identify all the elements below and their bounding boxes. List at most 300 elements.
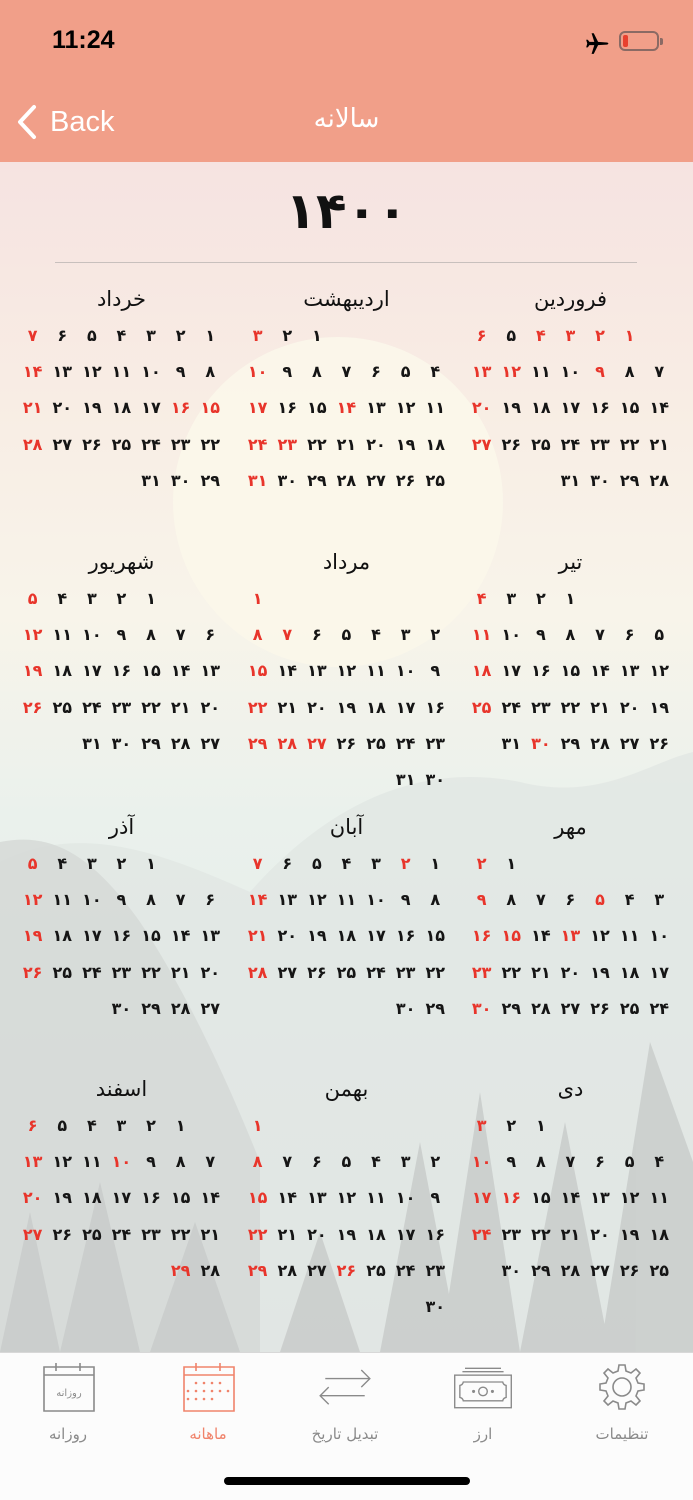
day-cell[interactable]: ۱۳ [277,890,297,910]
day-cell[interactable]: ۲۳ [425,733,445,753]
day-cell[interactable]: ۱۸ [425,434,445,454]
day-cell[interactable]: ۱۸ [52,661,72,681]
day-cell[interactable]: ۲۶ [336,733,357,753]
holiday-day-cell[interactable]: ۳ [565,326,576,345]
holiday-day-cell[interactable]: ۱۲ [22,890,43,910]
day-cell[interactable]: ۶ [205,625,216,645]
holiday-day-cell[interactable]: ۱۹ [22,926,43,946]
day-cell[interactable]: ۱۱ [366,1188,386,1208]
tab-currency[interactable] [423,1361,543,1443]
day-cell[interactable]: ۲۲ [560,697,581,717]
day-cell[interactable]: ۱۶ [277,398,297,418]
day-cell[interactable]: ۳۰ [111,998,132,1018]
day-cell[interactable]: ۴ [624,890,635,910]
day-cell[interactable]: ۵ [341,1152,352,1172]
day-cell[interactable]: ۲۲ [619,434,640,454]
day-cell[interactable]: ۸ [175,1152,186,1172]
day-cell[interactable]: ۱۸ [336,926,357,946]
day-cell[interactable]: ۶ [205,890,216,910]
day-cell[interactable]: ۲۳ [425,1260,445,1280]
day-cell[interactable]: ۱۰ [395,1188,416,1208]
day-cell[interactable]: ۳ [146,326,156,345]
day-cell[interactable]: ۱۴ [560,1188,581,1208]
day-cell[interactable]: ۱۲ [649,661,669,681]
day-cell[interactable]: ۱۸ [531,398,551,418]
day-cell[interactable]: ۲۰ [619,697,640,717]
day-cell[interactable]: ۲۵ [111,434,132,454]
day-cell[interactable]: ۲۱ [277,697,297,717]
day-cell[interactable]: ۱۲ [395,398,416,418]
day-cell[interactable]: ۱۶ [590,398,610,418]
day-cell[interactable]: ۱۰ [395,661,416,681]
day-cell[interactable]: ۶ [57,326,68,345]
day-cell[interactable]: ۱۷ [395,1224,416,1244]
day-cell[interactable]: ۵ [400,362,411,382]
holiday-day-cell[interactable]: ۲۴ [471,1224,492,1244]
day-cell[interactable]: ۱۷ [82,926,102,946]
holiday-day-cell[interactable]: ۱ [252,589,263,608]
tab-date-convert[interactable] [285,1361,405,1443]
day-cell[interactable]: ۱۱ [52,890,72,910]
day-cell[interactable]: ۹ [282,362,293,382]
day-cell[interactable]: ۵ [311,854,322,873]
day-cell[interactable]: ۲۷ [560,998,581,1018]
day-cell[interactable]: ۲۹ [425,998,445,1018]
day-cell[interactable]: ۱۶ [111,661,132,681]
day-cell[interactable]: ۲ [282,326,293,345]
holiday-day-cell[interactable]: ۹ [595,362,605,382]
holiday-day-cell[interactable]: ۲ [476,854,487,873]
day-cell[interactable]: ۳ [86,589,97,608]
holiday-day-cell[interactable]: ۵ [595,890,605,910]
day-cell[interactable]: ۲۰ [277,926,297,946]
day-cell[interactable]: ۸ [205,362,216,382]
day-cell[interactable]: ۱ [146,854,156,873]
day-cell[interactable]: ۲۰ [560,962,581,982]
day-cell[interactable]: ۱۷ [501,661,521,681]
holiday-day-cell[interactable]: ۳۰ [471,998,492,1018]
holiday-day-cell[interactable]: ۱۴ [22,362,43,382]
holiday-day-cell[interactable]: ۳ [252,326,263,345]
day-cell[interactable]: ۲۶ [501,434,521,454]
day-cell[interactable]: ۱۴ [170,926,191,946]
day-cell[interactable]: ۱ [430,854,441,873]
holiday-day-cell[interactable]: ۴ [476,589,487,608]
day-cell[interactable]: ۲ [506,1116,517,1135]
day-cell[interactable]: ۲۸ [200,1260,220,1280]
holiday-day-cell[interactable]: ۱۳ [22,1152,43,1172]
day-cell[interactable]: ۲۶ [590,998,610,1018]
day-cell[interactable]: ۱۵ [170,1188,191,1208]
day-cell[interactable]: ۲۴ [501,697,521,717]
day-cell[interactable]: ۳۰ [425,769,445,789]
day-cell[interactable]: ۹ [506,1152,517,1172]
day-cell[interactable]: ۲۶ [395,470,416,490]
day-cell[interactable]: ۱۳ [307,661,327,681]
day-cell[interactable]: ۲۵ [425,470,445,490]
holiday-day-cell[interactable]: ۲ [400,854,411,873]
day-cell[interactable]: ۴ [430,362,441,382]
holiday-day-cell[interactable]: ۱۵ [200,398,220,418]
holiday-day-cell[interactable]: ۱۲ [501,362,521,382]
day-cell[interactable]: ۲۴ [141,434,161,454]
day-cell[interactable]: ۲۸ [336,470,357,490]
day-cell[interactable]: ۱۶ [111,926,132,946]
day-cell[interactable]: ۲۶ [649,733,669,753]
holiday-day-cell[interactable]: ۱۳ [471,362,492,382]
day-cell[interactable]: ۴ [371,625,381,645]
day-cell[interactable]: ۱۲ [307,890,327,910]
day-cell[interactable]: ۸ [506,890,517,910]
day-cell[interactable]: ۱۶ [425,1224,445,1244]
day-cell[interactable]: ۱۰ [501,625,521,645]
day-cell[interactable]: ۷ [175,625,186,645]
day-cell[interactable]: ۹ [400,890,411,910]
holiday-day-cell[interactable]: ۲۹ [247,733,268,753]
day-cell[interactable]: ۲۲ [200,434,220,454]
day-cell[interactable]: ۸ [311,362,322,382]
day-cell[interactable]: ۴ [116,326,127,345]
day-cell[interactable]: ۱۰ [82,890,102,910]
day-cell[interactable]: ۱ [565,589,576,608]
day-cell[interactable]: ۲۴ [82,962,102,982]
day-cell[interactable]: ۲۱ [590,697,610,717]
day-cell[interactable]: ۱۱ [619,926,640,946]
day-cell[interactable]: ۲۴ [111,1224,132,1244]
day-cell[interactable]: ۲۹ [501,998,521,1018]
day-cell[interactable]: ۹ [430,1188,441,1208]
day-cell[interactable]: ۵ [506,326,517,345]
day-cell[interactable]: ۱ [205,326,216,345]
tab-daily[interactable] [8,1361,128,1443]
day-cell[interactable]: ۲۰ [307,697,327,717]
day-cell[interactable]: ۲۳ [531,697,551,717]
day-cell[interactable]: ۲۱ [170,697,191,717]
holiday-day-cell[interactable]: ۸ [252,625,263,645]
day-cell[interactable]: ۱۱ [111,362,132,382]
day-cell[interactable]: ۱۷ [141,398,161,418]
day-cell[interactable]: ۱۲ [590,926,610,946]
day-cell[interactable]: ۲۰ [307,1224,327,1244]
holiday-day-cell[interactable]: ۶ [476,326,487,345]
day-cell[interactable]: ۲۸ [560,1260,581,1280]
holiday-day-cell[interactable]: ۲۹ [170,1260,191,1280]
holiday-day-cell[interactable]: ۷ [252,854,263,873]
day-cell[interactable]: ۲۳ [111,697,132,717]
day-cell[interactable]: ۲۳ [590,434,610,454]
day-cell[interactable]: ۲۸ [277,1260,297,1280]
day-cell[interactable]: ۶ [282,854,293,873]
day-cell[interactable]: ۲۵ [82,1224,102,1244]
day-cell[interactable]: ۸ [535,1152,546,1172]
day-cell[interactable]: ۹ [535,625,546,645]
holiday-day-cell[interactable]: ۱۰ [111,1152,132,1172]
holiday-day-cell[interactable]: ۳ [476,1116,487,1135]
day-cell[interactable]: ۳۱ [501,733,521,753]
day-cell[interactable]: ۲۰ [52,398,72,418]
holiday-day-cell[interactable]: ۱۰ [247,362,268,382]
day-cell[interactable]: ۶ [311,1152,322,1172]
day-cell[interactable]: ۱۳ [200,661,220,681]
day-cell[interactable]: ۲ [535,589,546,608]
day-cell[interactable]: ۲۸ [170,733,191,753]
day-cell[interactable]: ۲۵ [531,434,551,454]
day-cell[interactable]: ۵ [341,625,352,645]
holiday-day-cell[interactable]: ۹ [476,890,487,910]
day-cell[interactable]: ۳۱ [82,733,102,753]
holiday-day-cell[interactable]: ۲۸ [247,962,268,982]
day-cell[interactable]: ۱۴ [531,926,551,946]
day-cell[interactable]: ۲۴ [649,998,669,1018]
day-cell[interactable]: ۲۳ [395,962,416,982]
day-cell[interactable]: ۱۷ [649,962,669,982]
day-cell[interactable]: ۹ [430,661,441,681]
day-cell[interactable]: ۲۳ [501,1224,521,1244]
day-cell[interactable]: ۱۹ [82,398,102,418]
day-cell[interactable]: ۶ [624,625,635,645]
day-cell[interactable]: ۱۰ [366,890,386,910]
day-cell[interactable]: ۳۱ [141,470,161,490]
day-cell[interactable]: ۲۹ [531,1260,551,1280]
day-cell[interactable]: ۱۳ [200,926,220,946]
day-cell[interactable]: ۲۸ [170,998,191,1018]
day-cell[interactable]: ۷ [341,362,352,382]
holiday-day-cell[interactable]: ۲۷ [307,733,327,753]
day-cell[interactable]: ۲۸ [531,998,551,1018]
holiday-day-cell[interactable]: ۲۶ [336,1260,357,1280]
day-cell[interactable]: ۱۳ [307,1188,327,1208]
day-cell[interactable]: ۲۹ [307,470,327,490]
day-cell[interactable]: ۱۹ [649,697,669,717]
day-cell[interactable]: ۳ [506,589,517,608]
day-cell[interactable]: ۱۱ [82,1152,102,1172]
day-cell[interactable]: ۳۰ [395,998,416,1018]
day-cell[interactable]: ۱۶ [531,661,551,681]
day-cell[interactable]: ۴ [57,589,68,608]
day-cell[interactable]: ۱۲ [336,1188,357,1208]
day-cell[interactable]: ۴ [654,1152,665,1172]
day-cell[interactable]: ۳۰ [590,470,610,490]
day-cell[interactable]: ۳۰ [170,470,191,490]
day-cell[interactable]: ۲۶ [82,434,102,454]
day-cell[interactable]: ۱۷ [111,1188,132,1208]
day-cell[interactable]: ۲۳ [170,434,191,454]
day-cell[interactable]: ۸ [624,362,635,382]
holiday-day-cell[interactable]: ۲۴ [247,434,268,454]
day-cell[interactable]: ۳ [400,625,411,645]
day-cell[interactable]: ۴ [86,1116,97,1135]
day-cell[interactable]: ۳ [400,1152,411,1172]
holiday-day-cell[interactable]: ۱۷ [471,1188,492,1208]
day-cell[interactable]: ۱۹ [619,1224,640,1244]
holiday-day-cell[interactable]: ۲۲ [247,1224,268,1244]
day-cell[interactable]: ۱۶ [141,1188,161,1208]
day-cell[interactable]: ۲۴ [560,434,581,454]
holiday-day-cell[interactable]: ۲۶ [22,697,43,717]
day-cell[interactable]: ۷ [654,362,665,382]
holiday-day-cell[interactable]: ۲۹ [247,1260,268,1280]
day-cell[interactable]: ۲۵ [366,733,386,753]
holiday-day-cell[interactable]: ۱۵ [501,926,521,946]
holiday-day-cell[interactable]: ۱۰ [471,1152,492,1172]
day-cell[interactable]: ۱ [506,854,517,873]
day-cell[interactable]: ۳ [116,1116,127,1135]
holiday-day-cell[interactable]: ۱۹ [22,661,43,681]
day-cell[interactable]: ۵ [654,625,665,645]
day-cell[interactable]: ۱۰ [82,625,102,645]
day-cell[interactable]: ۱۸ [111,398,132,418]
holiday-day-cell[interactable]: ۲۳ [277,434,297,454]
day-cell[interactable]: ۹ [116,625,127,645]
day-cell[interactable]: ۱۳ [366,398,386,418]
day-cell[interactable]: ۱ [535,1116,546,1135]
day-cell[interactable]: ۲۱ [531,962,551,982]
day-cell[interactable]: ۴ [341,854,352,873]
day-cell[interactable]: ۱۵ [141,661,161,681]
day-cell[interactable]: ۴ [371,1152,381,1172]
holiday-day-cell[interactable]: ۱۵ [247,661,268,681]
day-cell[interactable]: ۲۱ [170,962,191,982]
day-cell[interactable]: ۱۲ [52,1152,72,1172]
day-cell[interactable]: ۳ [654,890,665,910]
holiday-day-cell[interactable]: ۷ [27,326,38,345]
day-cell[interactable]: ۲۱ [277,1224,297,1244]
holiday-day-cell[interactable]: ۱۷ [247,398,268,418]
day-cell[interactable]: ۲ [430,1152,441,1172]
day-cell[interactable]: ۲۷ [200,998,220,1018]
home-indicator[interactable] [224,1477,470,1485]
holiday-day-cell[interactable]: ۳۱ [247,470,268,490]
day-cell[interactable]: ۱۹ [395,434,416,454]
day-cell[interactable]: ۳۰ [111,733,132,753]
day-cell[interactable]: ۲۳ [111,962,132,982]
day-cell[interactable]: ۲۷ [619,733,640,753]
day-cell[interactable]: ۱۳ [590,1188,610,1208]
day-cell[interactable]: ۱۵ [425,926,445,946]
day-cell[interactable]: ۱۳ [52,362,72,382]
holiday-day-cell[interactable]: ۱۵ [247,1188,268,1208]
day-cell[interactable]: ۲۷ [52,434,72,454]
day-cell[interactable]: ۱ [175,1116,186,1135]
day-cell[interactable]: ۷ [175,890,186,910]
day-cell[interactable]: ۱۷ [82,661,102,681]
day-cell[interactable]: ۷ [535,890,546,910]
day-cell[interactable]: ۱۸ [366,1224,386,1244]
holiday-day-cell[interactable]: ۲۱ [247,926,268,946]
day-cell[interactable]: ۱۱ [531,362,551,382]
day-cell[interactable]: ۲۵ [649,1260,669,1280]
day-cell[interactable]: ۲۶ [619,1260,640,1280]
day-cell[interactable]: ۹ [146,1152,156,1172]
day-cell[interactable]: ۲۴ [82,697,102,717]
day-cell[interactable]: ۱۷ [395,697,416,717]
day-cell[interactable]: ۳۰ [277,470,297,490]
day-cell[interactable]: ۱۹ [336,1224,357,1244]
day-cell[interactable]: ۸ [565,625,576,645]
day-cell[interactable]: ۳۰ [501,1260,521,1280]
day-cell[interactable]: ۲۲ [531,1224,551,1244]
day-cell[interactable]: ۱۸ [82,1188,102,1208]
day-cell[interactable]: ۱۱ [649,1188,669,1208]
holiday-day-cell[interactable]: ۱۶ [471,926,492,946]
day-cell[interactable]: ۳ [371,854,381,873]
day-cell[interactable]: ۱۷ [560,398,581,418]
day-cell[interactable]: ۱۲ [336,661,357,681]
day-cell[interactable]: ۶ [565,890,576,910]
day-cell[interactable]: ۱۹ [501,398,521,418]
day-cell[interactable]: ۱۰ [141,362,161,382]
holiday-day-cell[interactable]: ۲۷ [22,1224,43,1244]
day-cell[interactable]: ۱۴ [170,661,191,681]
holiday-day-cell[interactable]: ۲۳ [471,962,492,982]
day-cell[interactable]: ۱۴ [277,1188,297,1208]
holiday-day-cell[interactable]: ۲۰ [471,398,492,418]
day-cell[interactable]: ۲۰ [200,962,220,982]
day-cell[interactable]: ۲۲ [307,434,327,454]
day-cell[interactable]: ۲۹ [619,470,640,490]
day-cell[interactable]: ۱۹ [307,926,327,946]
day-cell[interactable]: ۷ [205,1152,216,1172]
day-cell[interactable]: ۲۸ [649,470,669,490]
day-cell[interactable]: ۱۶ [425,697,445,717]
day-cell[interactable]: ۱۱ [336,890,357,910]
holiday-day-cell[interactable]: ۸ [252,1152,263,1172]
day-cell[interactable]: ۶ [371,362,381,382]
day-cell[interactable]: ۸ [146,625,156,645]
holiday-day-cell[interactable]: ۱۴ [247,890,268,910]
day-cell[interactable]: ۵ [57,1116,68,1135]
day-cell[interactable]: ۱۰ [560,362,581,382]
holiday-day-cell[interactable]: ۲۱ [22,398,43,418]
day-cell[interactable]: ۲۷ [307,1260,327,1280]
holiday-day-cell[interactable]: ۱۶ [170,398,191,418]
day-cell[interactable]: ۱۴ [590,661,610,681]
day-cell[interactable]: ۲۷ [277,962,297,982]
day-cell[interactable]: ۲۵ [52,962,72,982]
day-cell[interactable]: ۳ [86,854,97,873]
day-cell[interactable]: ۱۱ [425,398,445,418]
day-cell[interactable]: ۷ [595,625,605,645]
day-cell[interactable]: ۲۴ [395,1260,416,1280]
day-cell[interactable]: ۱۶ [395,926,416,946]
day-cell[interactable]: ۲۰ [590,1224,610,1244]
day-cell[interactable]: ۲۶ [52,1224,72,1244]
day-cell[interactable]: ۲۹ [200,470,220,490]
holiday-day-cell[interactable]: ۱۴ [336,398,357,418]
day-cell[interactable]: ۲۶ [307,962,327,982]
day-cell[interactable]: ۱۱ [366,661,386,681]
day-cell[interactable]: ۷ [282,1152,293,1172]
day-cell[interactable]: ۱۵ [307,398,327,418]
day-cell[interactable]: ۲۳ [141,1224,161,1244]
day-cell[interactable]: ۱۸ [52,926,72,946]
holiday-day-cell[interactable]: ۳۰ [531,733,551,753]
day-cell[interactable]: ۲۹ [560,733,581,753]
day-cell[interactable]: ۳۰ [425,1296,445,1316]
holiday-day-cell[interactable]: ۲ [595,326,605,345]
day-cell[interactable]: ۹ [175,362,186,382]
day-cell[interactable]: ۳۱ [395,769,416,789]
holiday-day-cell[interactable]: ۲۸ [22,434,43,454]
day-cell[interactable]: ۲۷ [366,470,386,490]
day-cell[interactable]: ۲۷ [590,1260,610,1280]
day-cell[interactable]: ۲۱ [560,1224,581,1244]
day-cell[interactable]: ۳۱ [560,470,581,490]
day-cell[interactable]: ۱۹ [590,962,610,982]
day-cell[interactable]: ۸ [430,890,441,910]
day-cell[interactable]: ۱۰ [649,926,669,946]
day-cell[interactable]: ۲۷ [200,733,220,753]
